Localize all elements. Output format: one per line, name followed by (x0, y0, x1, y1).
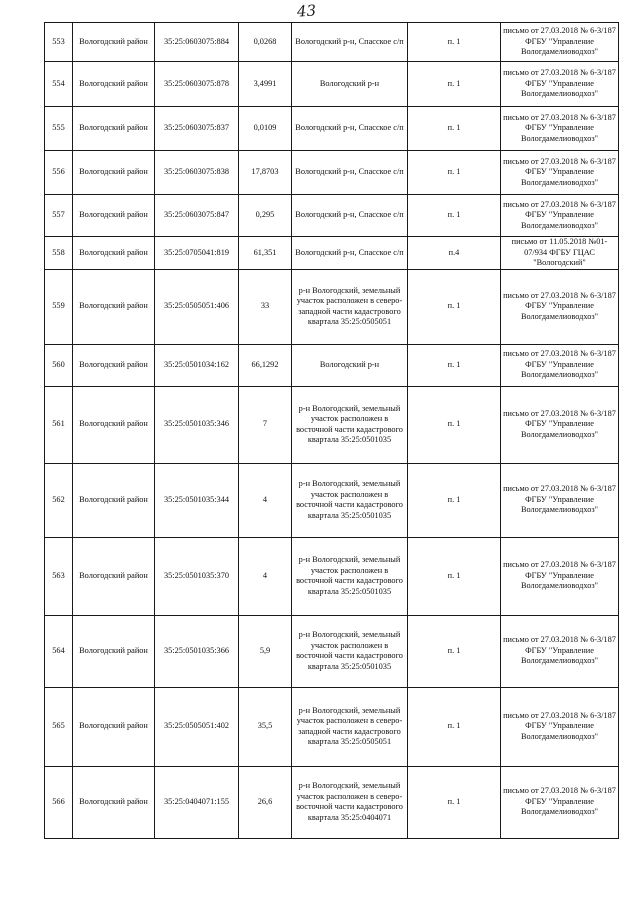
clause-cell: п. 1 (408, 269, 501, 344)
clause-cell: п. 1 (408, 344, 501, 386)
area-cell: 17,8703 (239, 151, 292, 195)
clause-cell: п. 1 (408, 23, 501, 62)
location-cell: Вологодский р-н, Спасское с/п (292, 107, 408, 151)
area-cell: 3,4991 (239, 62, 292, 107)
basis-cell: письмо от 27.03.2018 № 6-3/187 ФГБУ "Управление Вологдамелиоводхоз" (501, 537, 619, 615)
row-number-cell: 559 (45, 269, 73, 344)
table-row (45, 615, 619, 687)
cadastral-number-cell: 35:25:0501035:346 (155, 386, 239, 463)
page-number: 43 (296, 1, 317, 21)
row-number-cell: 562 (45, 463, 73, 537)
clause-cell: п. 1 (408, 766, 501, 838)
district-cell: Вологодский район (73, 23, 155, 62)
cadastral-number-cell: 35:25:0603075:837 (155, 107, 239, 151)
cadastral-number-cell: 35:25:0603075:884 (155, 23, 239, 62)
area-cell: 4 (239, 463, 292, 537)
table-row (45, 195, 619, 237)
district-cell: Вологодский район (73, 615, 155, 687)
area-cell: 66,1292 (239, 344, 292, 386)
basis-cell: письмо от 27.03.2018 № 6-3/187 ФГБУ "Управление Вологдамелиоводхоз" (501, 62, 619, 107)
area-cell: 0,0268 (239, 23, 292, 62)
location-cell: Вологодский р-н (292, 62, 408, 107)
district-cell: Вологодский район (73, 195, 155, 237)
district-cell: Вологодский район (73, 386, 155, 463)
location-cell: Вологодский р-н (292, 344, 408, 386)
cadastral-number-cell: 35:25:0404071:155 (155, 766, 239, 838)
cadastral-number-cell: 35:25:0705041:819 (155, 237, 239, 270)
basis-cell: письмо от 27.03.2018 № 6-3/187 ФГБУ "Управление Вологдамелиоводхоз" (501, 23, 619, 62)
clause-cell: п. 1 (408, 195, 501, 237)
clause-cell: п.4 (408, 237, 501, 270)
location-cell: р-н Вологодский, земельный участок расположен в северо-восточной части кадастрового квартала 35:25:0404071 (292, 766, 408, 838)
basis-cell: письмо от 27.03.2018 № 6-3/187 ФГБУ "Управление Вологдамелиоводхоз" (501, 151, 619, 195)
table-row (45, 237, 619, 270)
cadastral-number-cell: 35:25:0501035:344 (155, 463, 239, 537)
cadastral-number-cell: 35:25:0505051:406 (155, 269, 239, 344)
district-cell: Вологодский район (73, 766, 155, 838)
district-cell: Вологодский район (73, 269, 155, 344)
basis-cell: письмо от 27.03.2018 № 6-3/187 ФГБУ "Управление Вологдамелиоводхоз" (501, 766, 619, 838)
row-number-cell: 557 (45, 195, 73, 237)
cadastral-number-cell: 35:25:0603075:847 (155, 195, 239, 237)
row-number-cell: 563 (45, 537, 73, 615)
cadastral-number-cell: 35:25:0603075:838 (155, 151, 239, 195)
row-number-cell: 566 (45, 766, 73, 838)
clause-cell: п. 1 (408, 62, 501, 107)
location-cell: р-н Вологодский, земельный участок расположен в северо-западной части кадастрового квартала 35:25:0505051 (292, 687, 408, 766)
row-number-cell: 558 (45, 237, 73, 270)
row-number-cell: 555 (45, 107, 73, 151)
table-row (45, 386, 619, 463)
table-row (45, 344, 619, 386)
district-cell: Вологодский район (73, 237, 155, 270)
location-cell: Вологодский р-н, Спасское с/п (292, 195, 408, 237)
location-cell: р-н Вологодский, земельный участок расположен в восточной части кадастрового квартала 35:25:0501035 (292, 386, 408, 463)
clause-cell: п. 1 (408, 537, 501, 615)
area-cell: 0,0109 (239, 107, 292, 151)
row-number-cell: 560 (45, 344, 73, 386)
basis-cell: письмо от 27.03.2018 № 6-3/187 ФГБУ "Управление Вологдамелиоводхоз" (501, 195, 619, 237)
basis-cell: письмо от 27.03.2018 № 6-3/187 ФГБУ "Управление Вологдамелиоводхоз" (501, 269, 619, 344)
basis-cell: письмо от 11.05.2018 №01-07/934 ФГБУ ГЦАС "Вологодский" (501, 237, 619, 270)
area-cell: 33 (239, 269, 292, 344)
basis-cell: письмо от 27.03.2018 № 6-3/187 ФГБУ "Управление Вологдамелиоводхоз" (501, 615, 619, 687)
table-row (45, 107, 619, 151)
location-cell: Вологодский р-н, Спасское с/п (292, 23, 408, 62)
clause-cell: п. 1 (408, 687, 501, 766)
district-cell: Вологодский район (73, 107, 155, 151)
table-row (45, 23, 619, 62)
district-cell: Вологодский район (73, 151, 155, 195)
table-row (45, 151, 619, 195)
clause-cell: п. 1 (408, 151, 501, 195)
row-number-cell: 554 (45, 62, 73, 107)
basis-cell: письмо от 27.03.2018 № 6-3/187 ФГБУ "Управление Вологдамелиоводхоз" (501, 687, 619, 766)
row-number-cell: 556 (45, 151, 73, 195)
table-row (45, 269, 619, 344)
cadastral-number-cell: 35:25:0505051:402 (155, 687, 239, 766)
table-row (45, 537, 619, 615)
basis-cell: письмо от 27.03.2018 № 6-3/187 ФГБУ "Управление Вологдамелиоводхоз" (501, 107, 619, 151)
district-cell: Вологодский район (73, 463, 155, 537)
location-cell: Вологодский р-н, Спасское с/п (292, 237, 408, 270)
location-cell: р-н Вологодский, земельный участок расположен в восточной части кадастрового квартала 35:25:0501035 (292, 615, 408, 687)
clause-cell: п. 1 (408, 386, 501, 463)
row-number-cell: 564 (45, 615, 73, 687)
basis-cell: письмо от 27.03.2018 № 6-3/187 ФГБУ "Управление Вологдамелиоводхоз" (501, 463, 619, 537)
location-cell: Вологодский р-н, Спасское с/п (292, 151, 408, 195)
district-cell: Вологодский район (73, 687, 155, 766)
cadastral-number-cell: 35:25:0603075:878 (155, 62, 239, 107)
row-number-cell: 553 (45, 23, 73, 62)
location-cell: р-н Вологодский, земельный участок расположен в северо-западной части кадастрового квартала 35:25:0505051 (292, 269, 408, 344)
table-row (45, 766, 619, 838)
basis-cell: письмо от 27.03.2018 № 6-3/187 ФГБУ "Управление Вологдамелиоводхоз" (501, 386, 619, 463)
district-cell: Вологодский район (73, 344, 155, 386)
basis-cell: письмо от 27.03.2018 № 6-3/187 ФГБУ "Управление Вологдамелиоводхоз" (501, 344, 619, 386)
cadastral-number-cell: 35:25:0501035:366 (155, 615, 239, 687)
district-cell: Вологодский район (73, 537, 155, 615)
area-cell: 35,5 (239, 687, 292, 766)
area-cell: 61,351 (239, 237, 292, 270)
row-number-cell: 561 (45, 386, 73, 463)
clause-cell: п. 1 (408, 107, 501, 151)
area-cell: 4 (239, 537, 292, 615)
table-row (45, 687, 619, 766)
land-plots-table (44, 22, 619, 839)
area-cell: 0,295 (239, 195, 292, 237)
location-cell: р-н Вологодский, земельный участок расположен в восточной части кадастрового квартала 35:25:0501035 (292, 537, 408, 615)
table-row (45, 62, 619, 107)
row-number-cell: 565 (45, 687, 73, 766)
clause-cell: п. 1 (408, 463, 501, 537)
district-cell: Вологодский район (73, 62, 155, 107)
area-cell: 7 (239, 386, 292, 463)
location-cell: р-н Вологодский, земельный участок расположен в восточной части кадастрового квартала 35:25:0501035 (292, 463, 408, 537)
clause-cell: п. 1 (408, 615, 501, 687)
area-cell: 5,9 (239, 615, 292, 687)
cadastral-number-cell: 35:25:0501034:162 (155, 344, 239, 386)
area-cell: 26,6 (239, 766, 292, 838)
table-row (45, 463, 619, 537)
cadastral-number-cell: 35:25:0501035:370 (155, 537, 239, 615)
